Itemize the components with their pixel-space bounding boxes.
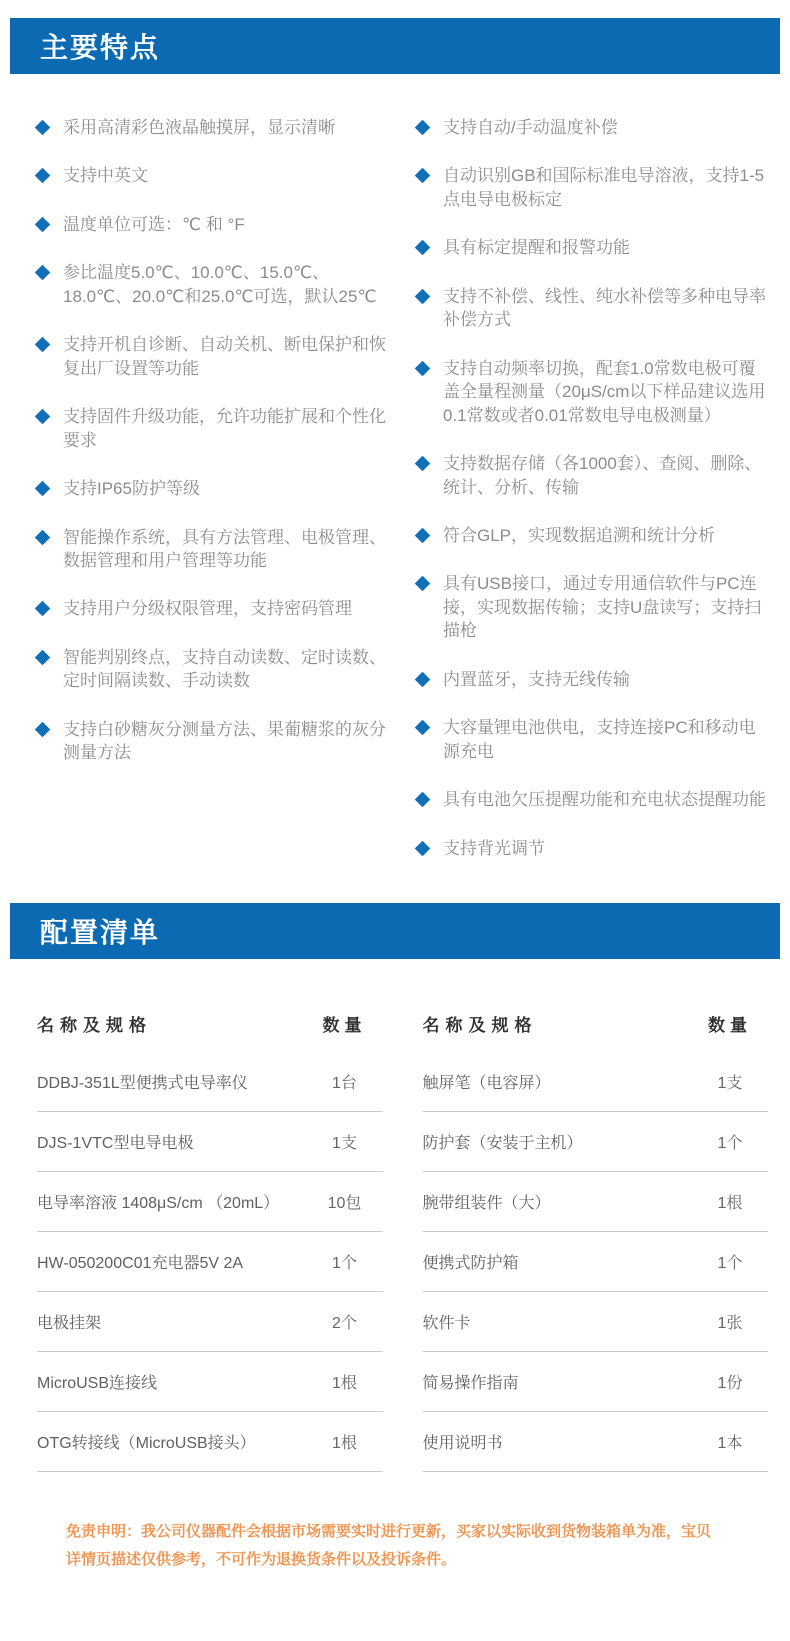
table-row	[423, 1112, 769, 1172]
column-header-name: 名称及规格	[422, 1016, 538, 1036]
features-section	[0, 74, 790, 885]
feature-text: 参比温度5.0℃、10.0℃、15.0℃、18.0℃、20.0℃和25.0℃可选，默认25℃	[63, 263, 377, 306]
diamond-bullet-icon	[35, 481, 51, 497]
feature-text: 智能判别终点，支持自动读数、定时读数、定时间隔读数、手动读数	[63, 647, 386, 691]
section-header-config	[10, 903, 780, 959]
features-right-column	[404, 116, 772, 885]
diamond-bullet-icon	[415, 672, 431, 688]
feature-item	[36, 477, 386, 500]
feature-item	[36, 261, 386, 308]
feature-text: 支持数据存储（各1000套）、查阅、删除、统计、分析、传输	[443, 454, 762, 497]
item-qty-cell: 1个	[717, 1135, 743, 1153]
feature-text: 支持白砂糖灰分测量方法、果葡糖浆的灰分测量方法	[63, 719, 386, 763]
table-row	[423, 1412, 769, 1472]
item-name-cell: 腕带组装件（大）	[422, 1195, 551, 1213]
feature-item	[416, 116, 768, 139]
diamond-bullet-icon	[35, 529, 51, 545]
config-table-right	[423, 1011, 769, 1472]
item-name-cell: 软件卡	[422, 1315, 471, 1333]
table-row	[37, 1352, 383, 1412]
diamond-bullet-icon	[415, 168, 431, 184]
diamond-bullet-icon	[415, 456, 431, 472]
feature-text: 自动识别GB和国际标准电导溶液，支持1-5点电导电极标定	[443, 166, 765, 209]
feature-text: 支持不补偿、线性、纯水补偿等多种电导率补偿方式	[443, 286, 766, 330]
diamond-bullet-icon	[415, 720, 431, 736]
feature-text: 内置蓝牙，支持无线传输	[443, 669, 630, 689]
diamond-bullet-icon	[35, 168, 51, 184]
feature-text: 大容量锂电池供电，支持连接PC和移动电源充电	[443, 718, 756, 761]
item-name-cell: DDBJ-351L型便携式电导率仪	[37, 1075, 248, 1093]
item-name-cell: OTG转接线（MicroUSB接头）	[37, 1435, 256, 1453]
feature-item	[416, 164, 768, 211]
item-qty-cell: 1张	[717, 1315, 743, 1333]
item-qty-cell: 1个	[717, 1255, 743, 1273]
disclaimer-text: 免责申明：我公司仪器配件会根据市场需要实时进行更新，买家以实际收到货物装箱单为准，宝贝详情页描述仅供参考，不可作为退换货条件以及投诉条件。	[66, 1523, 712, 1568]
feature-text: 具有USB接口，通过专用通信软件与PC连接，实现数据传输；支持U盘读写；支持扫描枪	[443, 574, 762, 641]
feature-item	[36, 164, 386, 187]
feature-text: 温度单位可选：℃ 和 °F	[63, 214, 245, 234]
diamond-bullet-icon	[35, 217, 51, 233]
item-qty-cell: 1支	[717, 1075, 743, 1093]
feature-item	[416, 668, 768, 691]
table-row	[423, 1052, 769, 1112]
feature-item	[36, 646, 386, 693]
item-name-cell: 触屏笔（电容屏）	[422, 1075, 551, 1093]
table-row	[423, 1292, 769, 1352]
item-name-cell: MicroUSB连接线	[37, 1375, 158, 1393]
feature-text: 支持中英文	[63, 166, 148, 186]
column-header-name: 名称及规格	[37, 1016, 152, 1036]
diamond-bullet-icon	[415, 840, 431, 856]
table-row	[37, 1052, 383, 1112]
config-table-left	[37, 1011, 383, 1472]
feature-text: 支持开机自诊断、自动关机、断电保护和恢复出厂设置等功能	[63, 335, 386, 378]
feature-item	[36, 116, 386, 139]
feature-item	[36, 405, 386, 452]
feature-text: 采用高清彩色液晶触摸屏，显示清晰	[63, 118, 335, 137]
feature-text: 符合GLP，实现数据追溯和统计分析	[443, 525, 716, 545]
feature-text: 支持固件升级功能，允许功能扩展和个性化要求	[63, 407, 386, 450]
diamond-bullet-icon	[35, 337, 51, 353]
feature-text: 支持自动频率切换，配套1.0常数电极可覆盖全量程测量（20μS/cm以下样品建议选用0.1常数或者0.01常数电导电极测量）	[443, 358, 766, 425]
feature-text: 支持自动/手动温度补偿	[443, 118, 618, 137]
section-header-features	[10, 18, 780, 74]
diamond-bullet-icon	[415, 240, 431, 256]
feature-text: 支持IP65防护等级	[63, 479, 200, 499]
table-row	[37, 1172, 383, 1232]
feature-text: 智能操作系统，具有方法管理、电极管理、数据管理和用户管理等功能	[63, 527, 386, 570]
feature-item	[416, 285, 768, 332]
diamond-bullet-icon	[35, 265, 51, 281]
item-name-cell: 电极挂架	[37, 1315, 102, 1333]
table-row	[37, 1412, 383, 1472]
item-name-cell: 电导率溶液 1408μS/cm （20mL）	[37, 1195, 280, 1213]
table-row	[37, 1232, 383, 1292]
item-name-cell: 使用说明书	[422, 1435, 503, 1453]
product-detail-page	[0, 18, 790, 1641]
table-row	[423, 1172, 769, 1232]
feature-item	[416, 452, 768, 499]
feature-item	[416, 716, 768, 763]
features-left-column	[36, 116, 404, 885]
table-row	[423, 1352, 769, 1412]
feature-text: 支持用户分级权限管理，支持密码管理	[63, 599, 352, 619]
feature-item	[36, 213, 386, 236]
diamond-bullet-icon	[35, 722, 51, 738]
diamond-bullet-icon	[35, 650, 51, 666]
feature-text: 具有电池欠压提醒功能和充电状态提醒功能	[443, 790, 766, 810]
item-qty-cell: 10包	[327, 1195, 362, 1213]
table-row	[37, 1292, 383, 1352]
item-name-cell: 便携式防护箱	[422, 1255, 519, 1273]
feature-text: 具有标定提醒和报警功能	[443, 238, 630, 258]
item-qty-cell: 1本	[717, 1435, 743, 1453]
feature-item	[36, 718, 386, 765]
item-name-cell: DJS-1VTC型电导电极	[37, 1135, 194, 1153]
item-name-cell: 简易操作指南	[422, 1375, 519, 1393]
table-row	[423, 1232, 769, 1292]
column-header-qty: 数量	[708, 1016, 752, 1036]
diamond-bullet-icon	[415, 792, 431, 808]
diamond-bullet-icon	[415, 120, 431, 136]
feature-list-left	[36, 116, 386, 765]
diamond-bullet-icon	[415, 289, 431, 305]
feature-item	[416, 788, 768, 811]
item-qty-cell: 1份	[717, 1375, 743, 1393]
features-section-title: 主要特点	[40, 32, 161, 63]
column-header-qty: 数量	[322, 1016, 367, 1036]
item-qty-cell: 1台	[332, 1075, 357, 1093]
diamond-bullet-icon	[35, 601, 51, 617]
feature-item	[416, 357, 768, 427]
table-header-row	[423, 1011, 769, 1036]
feature-item	[36, 597, 386, 620]
feature-item	[36, 333, 386, 380]
feature-item	[36, 526, 386, 573]
feature-text: 支持背光调节	[443, 838, 545, 858]
table-row	[37, 1112, 383, 1172]
diamond-bullet-icon	[415, 576, 431, 592]
diamond-bullet-icon	[35, 409, 51, 425]
feature-item	[416, 837, 768, 860]
diamond-bullet-icon	[35, 120, 51, 136]
item-qty-cell: 1支	[332, 1135, 357, 1153]
item-name-cell: 防护套（安装于主机）	[422, 1135, 583, 1153]
item-qty-cell: 1个	[332, 1255, 357, 1273]
item-qty-cell: 1根	[717, 1195, 743, 1213]
config-section-title: 配置清单	[40, 917, 161, 949]
item-qty-cell: 1根	[332, 1375, 357, 1393]
feature-list-right	[416, 116, 768, 860]
feature-item	[416, 572, 768, 642]
item-name-cell: HW-050200C01充电器5V 2A	[37, 1255, 244, 1273]
feature-item	[416, 524, 768, 547]
diamond-bullet-icon	[415, 528, 431, 544]
config-list-section	[0, 959, 790, 1472]
diamond-bullet-icon	[415, 360, 431, 376]
item-qty-cell: 2个	[332, 1315, 357, 1333]
item-qty-cell: 1根	[332, 1435, 357, 1453]
table-header-row	[37, 1011, 383, 1036]
feature-item	[416, 236, 768, 259]
